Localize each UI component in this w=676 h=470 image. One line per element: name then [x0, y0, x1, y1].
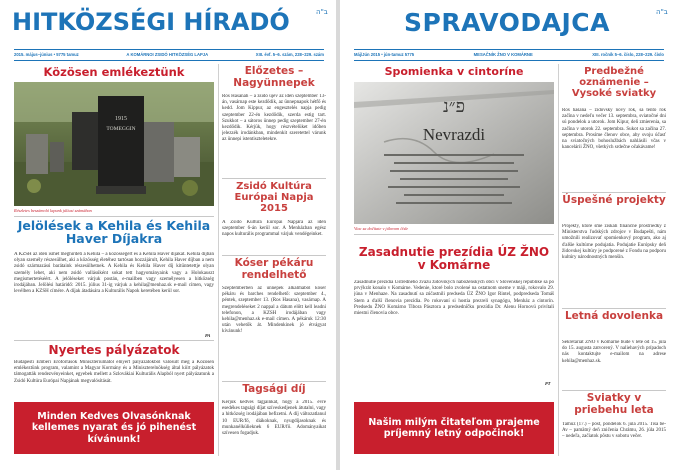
- divider: [562, 390, 666, 391]
- issue-date: 2015. május–június • 5775 tamuz: [14, 52, 79, 57]
- photo-caption: Viac sa dočítate v júlovom čísle: [354, 226, 409, 231]
- stone-name: Nevrazdi: [422, 125, 486, 144]
- article-predbezne-body: Roš hašana – židovský nový rok, sa tento rok začína v nedeľu večer 13. septembra, sviatočné dni sú pondelok a utorok. Jom Kipur, deň zmierenia, sa začína v utorok 22. septembra. Sukot sa začína 27. septembra. Prosíme členov obce, aby svoju účasť na sviatočných bohoslužbách nahlásili včas v kancelárii ŽNO, všetkých srdečne očakávame!: [562, 108, 666, 151]
- masthead-title: HITKÖZSÉGI HÍRADÓ: [12, 8, 290, 36]
- cemetery-photo: [14, 82, 214, 206]
- article-uz-zno-title: Zasadnutie prezídia ÚZ ŽNO v Komárne: [358, 245, 550, 273]
- gravestone-photo: [354, 82, 554, 224]
- hitkozsegi-hirado-page: [0, 0, 336, 470]
- dateline: [14, 52, 324, 62]
- article-kehila-signature: PA: [205, 333, 211, 338]
- article-koser-body: Szeptemberben az ünnepek alkalmából kóser pékáru és barches rendelhető: szeptember 4., péntek, szeptember 13. (Ros Hasana), vasárnap. A megrendeléseket 2 nappal a dátum előtt kell leadni telefonon, a KZSH irodájában vagy kehila@menhaz.sk e-mail címen. A pékáruk 12:30 után vehetők át. Mindenkinek jó étvágyat kívánunk!: [222, 286, 326, 335]
- divider: [354, 234, 554, 235]
- hebrew-mark: ב"ה: [656, 8, 668, 16]
- column-divider: [218, 64, 219, 456]
- article-uspesne-title: Úspešné projekty: [562, 194, 666, 206]
- spravodajca-page: [340, 0, 676, 470]
- summer-greeting-banner: Našim milým čitateľom prajeme príjemný letný odpočinok!: [354, 402, 554, 454]
- divider: [14, 216, 214, 217]
- article-uz-zno-signature: PT: [545, 381, 551, 386]
- article-sviatky-title: Sviatky v priebehu leta: [574, 392, 654, 416]
- divider: [222, 255, 326, 256]
- article-leto-title: Letná dovolenka: [564, 310, 664, 322]
- publisher: MESAČNÍK ŽNO V KOMÁRNE: [473, 52, 533, 57]
- gravestone-photo-graphic: [354, 82, 554, 224]
- issue-date: Máj/Jún 2015 • jún-tamuz 5775: [354, 52, 415, 57]
- article-kozosen-title: Közösen emlékeztünk: [43, 65, 185, 79]
- article-elozetes-title: Előzetes – Nagyünnepek: [233, 65, 315, 89]
- hebrew-inscription: פ״נ: [442, 96, 466, 117]
- article-kehila-title: Jelölések a Kehila és Kehila Haver Díjakra: [17, 218, 211, 247]
- article-sviatky-body: Tamuz (17.) – pôst, pondelok 6. júla 2015. Tiša be-Av – pamätný deň zničenia Chrámu, 26. júla 2015 – nedeľa, začiatok pôstu v sobotu večer.: [562, 422, 666, 440]
- tombstone-name: TOMEGGIN: [106, 126, 136, 132]
- dateline-rule: [354, 60, 664, 61]
- tombstone-year: 1915: [115, 116, 127, 122]
- masthead-title: SPRAVODAJCA: [404, 8, 610, 37]
- divider: [222, 178, 326, 179]
- dateline-rule: [14, 60, 324, 61]
- masthead-rule: [354, 49, 664, 50]
- divider: [14, 340, 214, 341]
- article-leto-body: Sekretariát ŽNO v Komárne bude v lete od 15. júla do 15. augusta zatvorený. V naliehavých prípadoch nás kontaktujte e-mailom na adrese kehila@menhaz.sk.: [562, 340, 666, 364]
- article-koser-title: Kóser pékáru rendelhető: [234, 257, 314, 281]
- cemetery-photo-graphic: [14, 82, 214, 206]
- article-elozetes-body: Ros Hasanah – a zsidó újév az idén szeptember 13-án, vasárnap este kezdődik, az ünnepnapok hétfő és kedd. Jom Kippur, az engesztelés napja pedig szeptember 22-én kezdődik, szerda estig tart. Szukkot – a sátoros ünnep pedig szeptember 27-én kezdődik. Kérjük, hogy részvételüket időben jelezzék irodánkban, mindenkit szeretettel várunk az ünnepi istentiszteletekre.: [222, 94, 326, 143]
- issue-number: XIII. ročník 5–6. číslo, 228–229. číslo: [592, 52, 664, 57]
- divider: [562, 308, 666, 309]
- photo-caption: Részletes beszámoló lapunk júliusi számában: [14, 208, 92, 213]
- dateline: [354, 52, 664, 62]
- article-uspesne-body: Projekty, ktoré sme získali finančné prostriedky z Ministerstva ľudských zdrojov v Budapešti, nám umožnili realizovať spomienkový program, ako aj ďalšie kultúrne podujatia. Podujatie Európsky deň židovskej kultúry je podporené z Fondu na podporu kultúry národnostných menšín.: [562, 224, 666, 261]
- divider: [222, 381, 326, 382]
- article-uz-zno-body: Zasadnutie prezídia Ústredného zväzu židovských náboženských obcí v Slovenskej republike sa po prvýkrát konalo v Komárne. Vedenie, ktoré bolo zvolené na ostatnom sneme v máji, rokovalo 29. júna v Menhaze. Na zasadnutí sa zúčastnili predseda ÚZ ŽNO Igor Rintel, podpredseda Tomáš Stern a ďalší členovia prezídia. Po rokovaní si hostia prezreli synagógu, Menház a cintorín. Predsedu ŽNO Komárno Tibora Pásztora a predsedníčku prezídia Dr. Alenu Hornovú privítali miestni členovia obce.: [354, 280, 554, 317]
- article-zsido-kultura-body: A Zsidó Kultúra Európai Napjára az idén szeptember 6-án kerül sor. A Menházban egész napos kulturális programmal várjuk vendégeinket.: [222, 220, 326, 238]
- divider: [562, 192, 666, 193]
- article-tagsagi-body: Kérjük kedves tagjainkat, hogy a 2015. évre esedékes tagsági díjat szíveskedjenek átutalni, vagy a hitközség irodájában befizetni. A díj változatlanul 10 EUR/fő, diákoknak, nyugdíjasoknak és munkanélkülieknek 6 EUR/fő. Adományaikat szívesen fogadjuk.: [222, 400, 326, 437]
- article-tagsagi-title: Tagsági díj: [242, 383, 306, 395]
- publisher: A KOMÁRNOI ZSIDÓ HITKÖZSÉG LAPJA: [126, 52, 209, 57]
- article-palyazat-body: Budapesti Emberi Erőforrások Minisztériumától elnyert pályázatokból valósult meg a Közösen emlékeztünk program, valamint a Magyar Kormány és a Miniszterelnökség által kiírt pályázatok támogatták rendezvényeinket, egyebek mellett a Szlovákiai Kulturális Alapból nyert pályázatunk a Zsidó Kultúra Európai Napjának megvalósítását.: [14, 360, 214, 384]
- issue-number: XIII. évf. 5–6. szám, 228–229. szám: [255, 52, 324, 57]
- article-palyazat-title: Nyertes pályázatok: [48, 343, 180, 357]
- article-zsido-kultura-title: Zsidó Kultúra Európai Napja 2015: [234, 181, 314, 214]
- hebrew-mark: ב"ה: [316, 8, 328, 16]
- article-predbezne-title: Predbežné oznámenie – Vysoké sviatky: [571, 66, 657, 99]
- masthead-rule: [14, 49, 324, 50]
- summer-greeting-banner: Minden Kedves Olvasónknak kellemes nyarat és jó pihenést kívánunk!: [14, 402, 214, 454]
- article-kehila-body: A KZSH az idén ismét meghirdeti a Kehila – a közösségért és a Kehila Haver díjakat. Kehila díjban olyan személy részesülhet, aki a közösség életéhez tartósan hozzájárult, Kehila Haver díjban a nem zsidó származású barátaink részesülhetnek. A Kehila és Kehila Haver díj kitüntetettje olyan személy lehet, aki nem zsidó vallásúként sokat tett hagyományaink vagy a Holokauszt megismertetéséért. A jelöléseket várjuk postán, e-mailben vagy személyesen a hitközség irodájában. Jelölési határidő: 2015. július 31-ig várjuk a kehila@menhaz.sk e-mail címen, vagy levélben a KZSH címére. A díjak átadására a Kulturális Napok keretében kerül sor.: [14, 252, 214, 295]
- column-divider: [558, 64, 559, 456]
- article-spomienka-title: Spomienka v cintoríne: [384, 65, 524, 78]
